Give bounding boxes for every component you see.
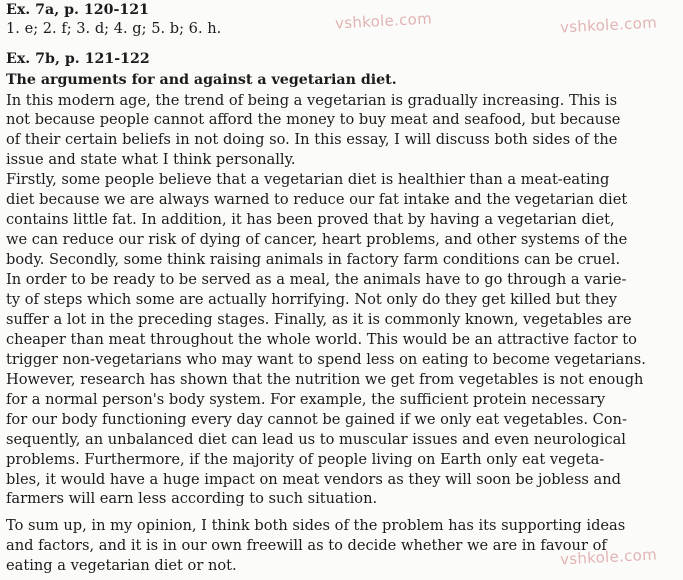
essay-line: However, research has shown that the nutrition we get from vegetables is not enough <box>6 371 644 388</box>
essay-title: The arguments for and against a vegetarian diet. <box>6 72 397 88</box>
watermark-left: vshkole.com <box>334 9 433 33</box>
watermark-right: vshkole.com <box>559 13 658 37</box>
exercise-7a-heading: Ex. 7a, p. 120-121 <box>6 2 150 18</box>
essay-line: problems. Furthermore, if the majority of people living on Earth only eat vegeta- <box>6 451 605 468</box>
essay-line: farmers will earn less according to such situation. <box>6 490 378 507</box>
essay-line: contains little fat. In addition, it has been proved that by having a vegetarian diet, <box>6 211 615 228</box>
essay-line: diet because we are always warned to reduce our fat intake and the vegetarian diet <box>6 191 628 208</box>
essay-line: bles, it would have a huge impact on meat vendors as they will soon be jobless and <box>6 471 622 488</box>
essay-line: issue and state what I think personally. <box>6 151 296 168</box>
essay-line: sequently, an unbalanced diet can lead us to muscular issues and even neurological <box>6 431 626 448</box>
watermark-bottom: vshkole.com <box>559 545 658 569</box>
essay-conclusion-line: eating a vegetarian diet or not. <box>6 557 237 574</box>
essay-line: trigger non-vegetarians who may want to spend less on eating to become vegetarians. <box>6 351 646 368</box>
essay-line: we can reduce our risk of dying of cancer, heart problems, and other systems of the <box>6 231 628 248</box>
essay-line: cheaper than meat throughout the whole world. This would be an attractive factor to <box>6 331 637 348</box>
essay-conclusion-line: and factors, and it is in our own freewill as to decide whether we are in favour of <box>6 537 607 554</box>
essay-line: In this modern age, the trend of being a vegetarian is gradually increasing. This is <box>6 92 618 109</box>
essay-line: Firstly, some people believe that a vegetarian diet is healthier than a meat-eating <box>6 171 610 188</box>
essay-conclusion-line: To sum up, in my opinion, I think both sides of the problem has its supporting ideas <box>6 517 626 534</box>
exercise-7a-answers: 1. e; 2. f; 3. d; 4. g; 5. b; 6. h. <box>6 20 222 37</box>
essay-line: suffer a lot in the preceding stages. Finally, as it is commonly known, vegetables are <box>6 311 632 328</box>
essay-line: ty of steps which some are actually horrifying. Not only do they get killed but they <box>6 291 618 308</box>
essay-line: not because people cannot afford the money to buy meat and seafood, but because <box>6 111 621 128</box>
essay-line: of their certain beliefs in not doing so. In this essay, I will discuss both sides of the <box>6 131 618 148</box>
essay-line: for a normal person's body system. For example, the sufficient protein necessary <box>6 391 606 408</box>
essay-line: for our body functioning every day cannot be gained if we only eat vegetables. Con- <box>6 411 627 428</box>
essay-line: In order to be ready to be served as a meal, the animals have to go through a varie- <box>6 271 627 288</box>
essay-line: body. Secondly, some think raising animals in factory farm conditions can be cruel. <box>6 251 621 268</box>
exercise-7b-heading: Ex. 7b, p. 121-122 <box>6 51 150 67</box>
